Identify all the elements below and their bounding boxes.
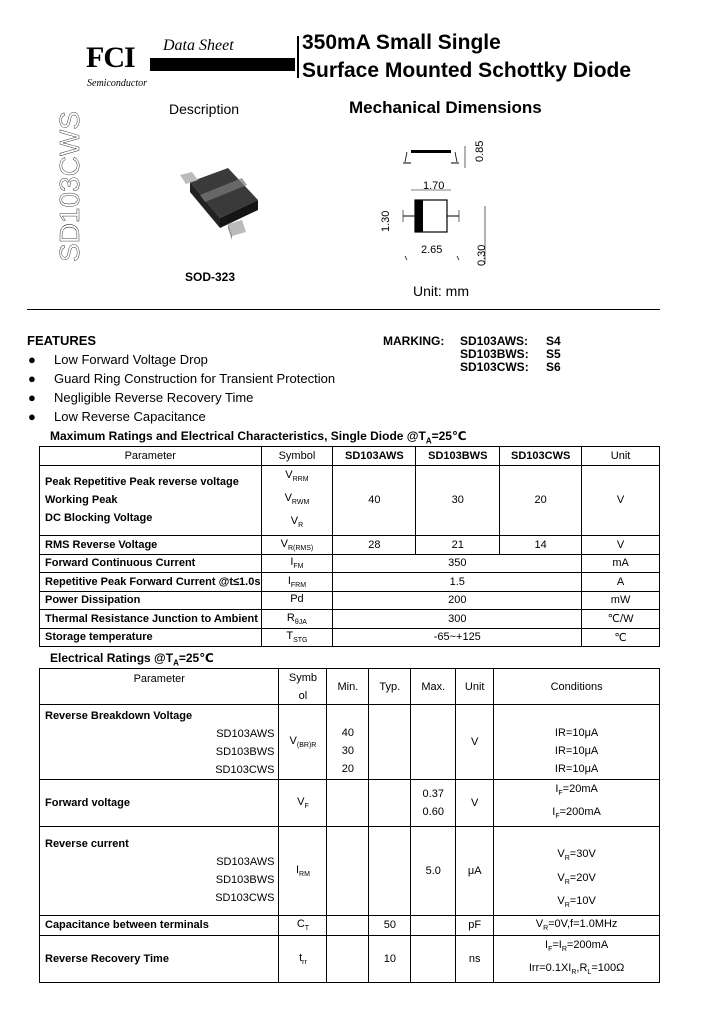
- company-logo: FCI: [86, 41, 135, 74]
- value-cell: 20: [500, 465, 582, 536]
- value-cell: 50: [369, 915, 411, 935]
- param-cell: Forward voltage: [40, 780, 279, 827]
- value-cell: 14: [500, 536, 582, 555]
- symbol-cell: $I_{RM}$: [279, 827, 327, 916]
- datasheet-label: Data Sheet: [163, 37, 234, 54]
- marking-heading: MARKING:: [383, 334, 445, 348]
- unit-cell: V: [456, 780, 494, 827]
- condition-cell: $V_R=30V$ $V_R=20V$ $V_R=10V$: [494, 827, 660, 916]
- marking-part: SD103AWS:: [460, 334, 529, 348]
- table-row: [40, 465, 660, 536]
- logo-subtitle: Semiconductor: [87, 78, 147, 89]
- unit-cell: mA: [582, 554, 660, 573]
- table-header-row: [40, 447, 660, 466]
- marking-part: SD103BWS:: [460, 347, 529, 361]
- header-cell: Parameter: [40, 447, 262, 466]
- header-divider: [297, 36, 299, 78]
- value-cell: -65~+125: [333, 628, 582, 647]
- header-cell: SD103AWS: [333, 447, 416, 466]
- value-cell: [327, 827, 369, 916]
- symbol-cell: $C_T$: [279, 915, 327, 935]
- unit-cell: μA: [456, 827, 494, 916]
- value-cell: [411, 935, 456, 982]
- description-heading: Description: [169, 101, 240, 117]
- param-cell: Reverse Recovery Time: [40, 935, 279, 982]
- elec-ratings-title: Electrical Ratings $@T_A=25℃$: [50, 651, 214, 668]
- value-cell: 28: [333, 536, 416, 555]
- param-cell: Reverse current SD103AWS SD103BWS SD103CWS: [40, 827, 279, 916]
- value-cell: 200: [333, 591, 582, 610]
- header-bar: [150, 58, 295, 71]
- param-cell: Reverse Breakdown Voltage SD103AWS SD103BWS SD103CWS: [40, 705, 279, 780]
- table-row: [40, 554, 660, 573]
- max-ratings-table: [39, 446, 660, 647]
- value-cell: 10: [369, 935, 411, 982]
- symbol-cell: $V_{RRM}$ $V_{RWM}$ $V_R$: [261, 465, 333, 536]
- header-cell: SD103CWS: [500, 447, 582, 466]
- param-cell: Capacitance between terminals: [40, 915, 279, 935]
- elec-ratings-table: [39, 668, 660, 983]
- value-cell: 300: [333, 610, 582, 629]
- mechanical-heading: Mechanical Dimensions: [349, 98, 542, 117]
- table-row: [40, 705, 660, 780]
- param-cell: Peak Repetitive Peak reverse voltage Working Peak DC Blocking Voltage: [40, 465, 262, 536]
- max-ratings-title: Maximum Ratings and Electrical Characteristics, Single Diode $@T_A=25℃$: [50, 429, 467, 446]
- value-cell: [369, 705, 411, 780]
- symbol-cell: $T_{STG}$: [261, 628, 333, 647]
- marking-code: S6: [546, 360, 561, 374]
- symbol-cell: Pd: [261, 591, 333, 610]
- unit-cell: ℃/W: [582, 610, 660, 629]
- value-cell: [327, 915, 369, 935]
- package-image: [170, 160, 270, 245]
- header-cell: Unit: [456, 669, 494, 705]
- dim-030: 0.30: [476, 244, 488, 266]
- section-divider: [27, 309, 660, 310]
- features-heading: FEATURES: [27, 333, 97, 348]
- feature-item: ● Negligible Reverse Recovery Time: [28, 390, 254, 405]
- value-cell: 1.5: [333, 573, 582, 592]
- marking-code: S4: [546, 334, 561, 348]
- param-cell: Repetitive Peak Forward Current @t≤1.0s: [40, 573, 262, 592]
- param-cell: Storage temperature: [40, 628, 262, 647]
- marking-code: S5: [546, 347, 561, 361]
- table-row: [40, 610, 660, 629]
- table-header-row: [40, 669, 660, 705]
- unit-cell: ns: [456, 935, 494, 982]
- value-cell: [369, 827, 411, 916]
- value-cell: [411, 915, 456, 935]
- value-cell: [327, 935, 369, 982]
- value-cell: [411, 705, 456, 780]
- condition-cell: $I_F=20mA$ $I_F=200mA$: [494, 780, 660, 827]
- param-cell: RMS Reverse Voltage: [40, 536, 262, 555]
- param-cell: Power Dissipation: [40, 591, 262, 610]
- unit-cell: V: [582, 536, 660, 555]
- table-row: [40, 935, 660, 982]
- value-cell: 350: [333, 554, 582, 573]
- condition-cell: $I_F=I_R=200mA$ $Irr=0.1XI_R,R_L=100\Omega$: [494, 935, 660, 982]
- header-cell: Unit: [582, 447, 660, 466]
- symbol-cell: $V_{(BR)R}$: [279, 705, 327, 780]
- value-cell: 0.37 0.60: [411, 780, 456, 827]
- param-cell: Forward Continuous Current: [40, 554, 262, 573]
- table-row: [40, 915, 660, 935]
- symbol-cell: $I_{FRM}$: [261, 573, 333, 592]
- table-row: [40, 573, 660, 592]
- dim-265: 2.65: [421, 244, 443, 256]
- title-line-2: Surface Mounted Schottky Diode: [302, 59, 632, 82]
- header-cell: Conditions: [494, 669, 660, 705]
- unit-cell: pF: [456, 915, 494, 935]
- unit-cell: mW: [582, 591, 660, 610]
- condition-cell: IR=10μA IR=10μA IR=10μA: [494, 705, 660, 780]
- value-cell: 5.0: [411, 827, 456, 916]
- header-cell: SD103BWS: [416, 447, 500, 466]
- table-row: [40, 827, 660, 916]
- header-cell: Parameter: [40, 669, 279, 705]
- dim-085: 0.85: [474, 140, 486, 162]
- symbol-cell: $t_{rr}$: [279, 935, 327, 982]
- value-cell: 30: [416, 465, 500, 536]
- dim-130: 1.30: [380, 210, 392, 232]
- value-cell: 21: [416, 536, 500, 555]
- table-row: [40, 536, 660, 555]
- symbol-cell: $R_{\theta JA}$: [261, 610, 333, 629]
- value-cell: [327, 780, 369, 827]
- symbol-cell: $I_{FM}$: [261, 554, 333, 573]
- header-cell: Symb ol: [279, 669, 327, 705]
- param-cell: Thermal Resistance Junction to Ambient: [40, 610, 262, 629]
- value-cell: 40 30 20: [327, 705, 369, 780]
- table-row: [40, 628, 660, 647]
- feature-item: ● Guard Ring Construction for Transient Protection: [28, 371, 336, 386]
- table-row: [40, 780, 660, 827]
- symbol-cell: $V_F$: [279, 780, 327, 827]
- value-cell: [369, 780, 411, 827]
- unit-cell: V: [582, 465, 660, 536]
- value-cell: 40: [333, 465, 416, 536]
- part-number-vertical: SD103CWS: [54, 111, 85, 262]
- title-line-1: 350mA Small Single: [302, 31, 501, 54]
- header-cell: Max.: [411, 669, 456, 705]
- feature-item: ● Low Reverse Capacitance: [28, 409, 206, 424]
- unit-cell: ℃: [582, 628, 660, 647]
- header-cell: Symbol: [261, 447, 333, 466]
- condition-cell: $V_R=0V,f=1.0MHz$: [494, 915, 660, 935]
- unit-cell: V: [456, 705, 494, 780]
- dim-170: 1.70: [423, 180, 445, 192]
- package-label: SOD-323: [185, 270, 236, 284]
- header-cell: Min.: [327, 669, 369, 705]
- unit-label: Unit: mm: [413, 283, 469, 299]
- marking-part: SD103CWS:: [460, 360, 529, 374]
- unit-cell: A: [582, 573, 660, 592]
- symbol-cell: $V_{R(RMS)}$: [261, 536, 333, 555]
- header-cell: Typ.: [369, 669, 411, 705]
- feature-item: ● Low Forward Voltage Drop: [28, 352, 208, 367]
- table-row: [40, 591, 660, 610]
